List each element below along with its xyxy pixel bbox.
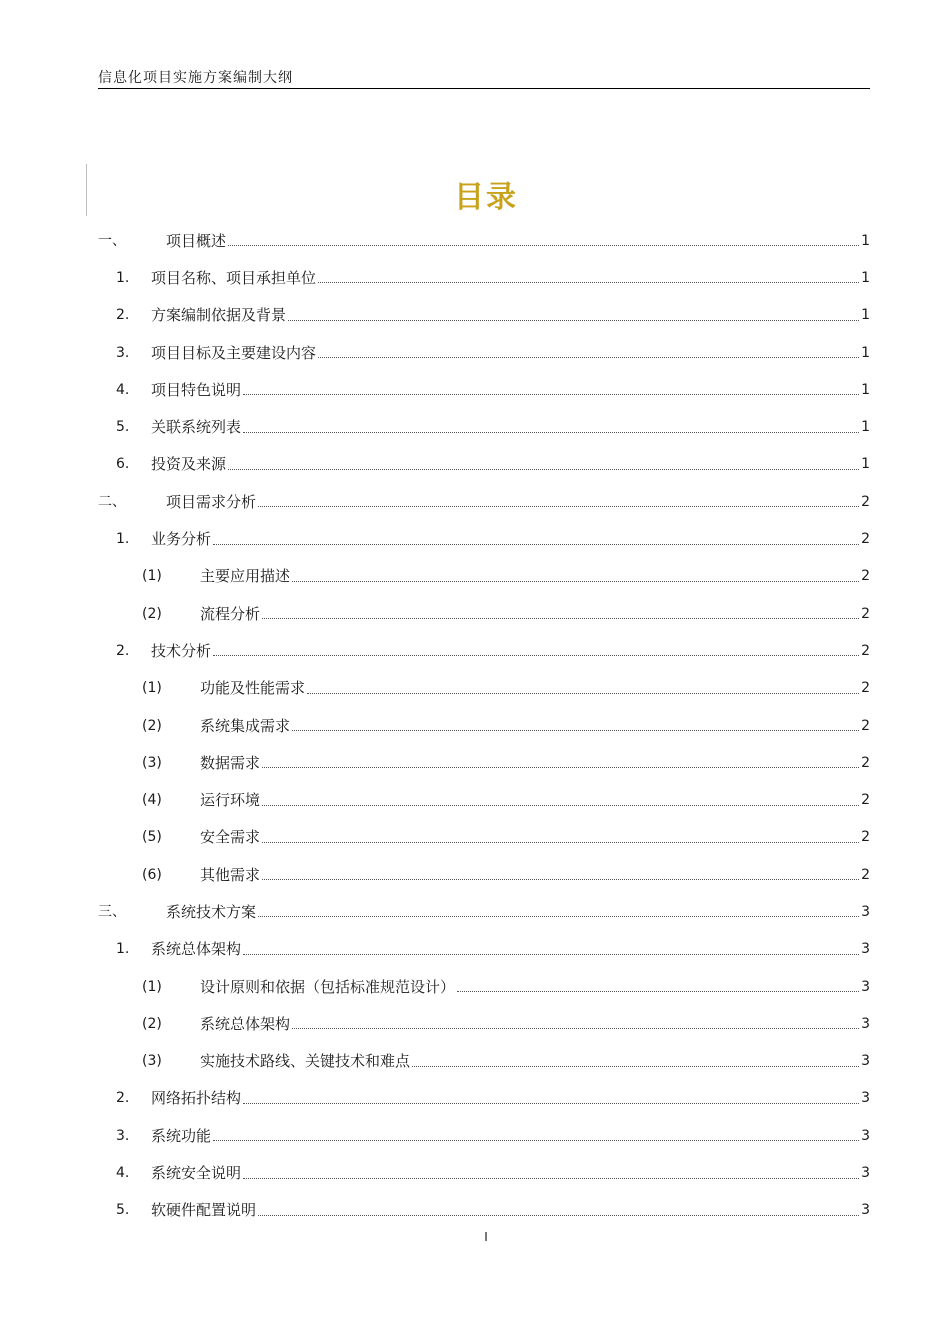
toc-entry-title: 系统安全说明 bbox=[151, 1164, 242, 1183]
toc-entry-title: 系统技术方案 bbox=[166, 902, 257, 921]
toc-entry-page: 2 bbox=[861, 754, 870, 771]
toc-leader-dots bbox=[292, 1028, 859, 1029]
toc-entry-page: 1 bbox=[861, 456, 870, 473]
toc-leader-dots bbox=[258, 916, 859, 917]
toc-entry-title: 系统功能 bbox=[151, 1126, 212, 1145]
toc-entry-title: 技术分析 bbox=[151, 641, 212, 660]
document-header: 信息化项目实施方案编制大纲 bbox=[98, 70, 293, 86]
toc-entry-number: 3. bbox=[116, 1127, 130, 1144]
toc-leader-dots bbox=[318, 282, 859, 283]
toc-entry[interactable] bbox=[98, 1005, 870, 1042]
toc-entry-number: (2) bbox=[142, 1015, 162, 1032]
toc-entry[interactable] bbox=[98, 856, 870, 893]
toc-entry-number: 5. bbox=[116, 1202, 130, 1219]
toc-entry-page: 2 bbox=[861, 605, 870, 622]
toc-entry-page: 2 bbox=[861, 829, 870, 846]
toc-entry-number: 4. bbox=[116, 381, 130, 398]
toc-entry-number: (4) bbox=[142, 792, 162, 809]
toc-entry-number: 一、 bbox=[98, 232, 126, 249]
toc-entry-title: 运行环境 bbox=[200, 791, 261, 810]
toc-entry-page: 3 bbox=[861, 941, 870, 958]
toc-leader-dots bbox=[262, 618, 859, 619]
toc-entry-title: 项目特色说明 bbox=[151, 380, 242, 399]
toc-entry-number: (5) bbox=[142, 829, 162, 846]
toc-leader-dots bbox=[243, 1178, 859, 1179]
toc-entry-title: 系统总体架构 bbox=[200, 1014, 291, 1033]
toc-entry-title: 方案编制依据及背景 bbox=[151, 306, 287, 325]
toc-entry-number: (3) bbox=[142, 1053, 162, 1070]
toc-entry-page: 3 bbox=[861, 1202, 870, 1219]
toc-entry-title: 其他需求 bbox=[200, 865, 261, 884]
toc-leader-dots bbox=[292, 730, 859, 731]
toc-entry[interactable] bbox=[98, 222, 870, 259]
toc-entry-title: 系统集成需求 bbox=[200, 716, 291, 735]
toc-leader-dots bbox=[213, 544, 859, 545]
toc-leader-dots bbox=[243, 394, 859, 395]
toc-entry-number: 2. bbox=[116, 307, 130, 324]
toc-entry[interactable] bbox=[98, 558, 870, 595]
toc-entry-number: (2) bbox=[142, 717, 162, 734]
toc-entry-page: 3 bbox=[861, 978, 870, 995]
toc-leader-dots bbox=[457, 991, 859, 992]
toc-entry-page: 2 bbox=[861, 493, 870, 510]
toc-entry-number: 二、 bbox=[98, 493, 126, 510]
toc-entry[interactable] bbox=[98, 781, 870, 818]
toc-entry-title: 投资及来源 bbox=[151, 455, 227, 474]
toc-leader-dots bbox=[228, 469, 859, 470]
toc-entry-number: 1. bbox=[116, 531, 130, 548]
toc-entry-page: 1 bbox=[861, 381, 870, 398]
toc-entry[interactable] bbox=[98, 931, 870, 968]
toc-leader-dots bbox=[243, 954, 859, 955]
toc-entry-number: 4. bbox=[116, 1165, 130, 1182]
toc-entry-number: (3) bbox=[142, 754, 162, 771]
toc-entry-number: (2) bbox=[142, 605, 162, 622]
toc-entry-page: 3 bbox=[861, 1127, 870, 1144]
toc-leader-dots bbox=[307, 693, 859, 694]
toc-entry[interactable] bbox=[98, 334, 870, 371]
header-rule bbox=[98, 88, 870, 89]
toc-entry[interactable] bbox=[98, 744, 870, 781]
toc-entry-title: 实施技术路线、关键技术和难点 bbox=[200, 1052, 411, 1071]
toc-entry-page: 1 bbox=[861, 419, 870, 436]
toc-leader-dots bbox=[262, 842, 859, 843]
toc-entry-number: 三、 bbox=[98, 903, 126, 920]
toc-entry-title: 项目名称、项目承担单位 bbox=[151, 268, 317, 287]
toc-entry-title: 流程分析 bbox=[200, 604, 261, 623]
toc-entry-number: (1) bbox=[142, 978, 162, 995]
toc-entry-title: 软硬件配置说明 bbox=[151, 1201, 257, 1220]
toc-leader-dots bbox=[412, 1066, 859, 1067]
toc-entry[interactable] bbox=[98, 408, 870, 445]
toc-entry-page: 3 bbox=[861, 1053, 870, 1070]
toc-entry-page: 1 bbox=[861, 269, 870, 286]
toc-leader-dots bbox=[262, 879, 859, 880]
toc-entry[interactable] bbox=[98, 483, 870, 520]
toc-entry-title: 数据需求 bbox=[200, 753, 261, 772]
toc-entry-title: 项目需求分析 bbox=[166, 492, 257, 511]
toc-entry-title: 设计原则和依据（包括标准规范设计） bbox=[200, 977, 456, 996]
toc-entry-page: 2 bbox=[861, 866, 870, 883]
toc-entry-page: 2 bbox=[861, 680, 870, 697]
page-number: I bbox=[484, 1230, 488, 1244]
toc-entry[interactable] bbox=[98, 595, 870, 632]
toc-title: 目录 bbox=[454, 180, 518, 215]
toc-leader-dots bbox=[258, 1215, 859, 1216]
toc-entry-page: 3 bbox=[861, 1090, 870, 1107]
toc-entry-page: 1 bbox=[861, 232, 870, 249]
toc-entry[interactable] bbox=[98, 297, 870, 334]
toc-leader-dots bbox=[243, 1103, 859, 1104]
toc-leader-dots bbox=[213, 1140, 859, 1141]
toc-entry[interactable] bbox=[98, 446, 870, 483]
toc-entry[interactable] bbox=[98, 707, 870, 744]
toc-entry-number: 2. bbox=[116, 1090, 130, 1107]
toc-entry-page: 3 bbox=[861, 903, 870, 920]
toc-entry[interactable] bbox=[98, 1117, 870, 1154]
toc-entry-page: 2 bbox=[861, 568, 870, 585]
toc-entry-number: 3. bbox=[116, 344, 130, 361]
toc-leader-dots bbox=[318, 357, 859, 358]
toc-entry-page: 3 bbox=[861, 1165, 870, 1182]
toc-leader-dots bbox=[228, 245, 859, 246]
toc-leader-dots bbox=[243, 432, 859, 433]
toc-entry[interactable] bbox=[98, 893, 870, 930]
toc-entry[interactable] bbox=[98, 1154, 870, 1191]
toc-entry-number: 2. bbox=[116, 642, 130, 659]
toc-entry-page: 2 bbox=[861, 531, 870, 548]
toc-leader-dots bbox=[213, 655, 859, 656]
toc-entry-title: 系统总体架构 bbox=[151, 940, 242, 959]
toc-entry[interactable] bbox=[98, 1192, 870, 1229]
toc-entry-number: (1) bbox=[142, 568, 162, 585]
toc-entry-title: 关联系统列表 bbox=[151, 418, 242, 437]
toc-leader-dots bbox=[262, 805, 859, 806]
toc-entry-title: 功能及性能需求 bbox=[200, 679, 306, 698]
toc-leader-dots bbox=[258, 506, 859, 507]
toc-leader-dots bbox=[288, 320, 859, 321]
toc-entry-title: 网络拓扑结构 bbox=[151, 1089, 242, 1108]
table-of-contents bbox=[98, 222, 870, 1229]
toc-entry[interactable] bbox=[98, 968, 870, 1005]
toc-entry-page: 2 bbox=[861, 792, 870, 809]
toc-leader-dots bbox=[292, 581, 859, 582]
toc-entry-title: 业务分析 bbox=[151, 530, 212, 549]
toc-entry-number: 1. bbox=[116, 269, 130, 286]
toc-entry-number: (6) bbox=[142, 866, 162, 883]
toc-entry-number: 1. bbox=[116, 941, 130, 958]
toc-entry[interactable] bbox=[98, 819, 870, 856]
toc-entry[interactable] bbox=[98, 670, 870, 707]
toc-entry-page: 1 bbox=[861, 344, 870, 361]
toc-entry-page: 3 bbox=[861, 1015, 870, 1032]
toc-entry[interactable] bbox=[98, 259, 870, 296]
toc-entry[interactable] bbox=[98, 520, 870, 557]
toc-entry-title: 项目概述 bbox=[166, 231, 227, 250]
toc-entry-number: 6. bbox=[116, 456, 130, 473]
toc-entry-title: 主要应用描述 bbox=[200, 567, 291, 586]
toc-entry-title: 安全需求 bbox=[200, 828, 261, 847]
toc-entry-page: 1 bbox=[861, 307, 870, 324]
toc-leader-dots bbox=[262, 767, 859, 768]
toc-entry-title: 项目目标及主要建设内容 bbox=[151, 343, 317, 362]
toc-entry[interactable] bbox=[98, 632, 870, 669]
toc-entry-page: 2 bbox=[861, 642, 870, 659]
toc-entry[interactable] bbox=[98, 1080, 870, 1117]
toc-entry-page: 2 bbox=[861, 717, 870, 734]
toc-entry[interactable] bbox=[98, 1043, 870, 1080]
toc-entry-number: 5. bbox=[116, 419, 130, 436]
toc-entry[interactable] bbox=[98, 371, 870, 408]
toc-entry-number: (1) bbox=[142, 680, 162, 697]
